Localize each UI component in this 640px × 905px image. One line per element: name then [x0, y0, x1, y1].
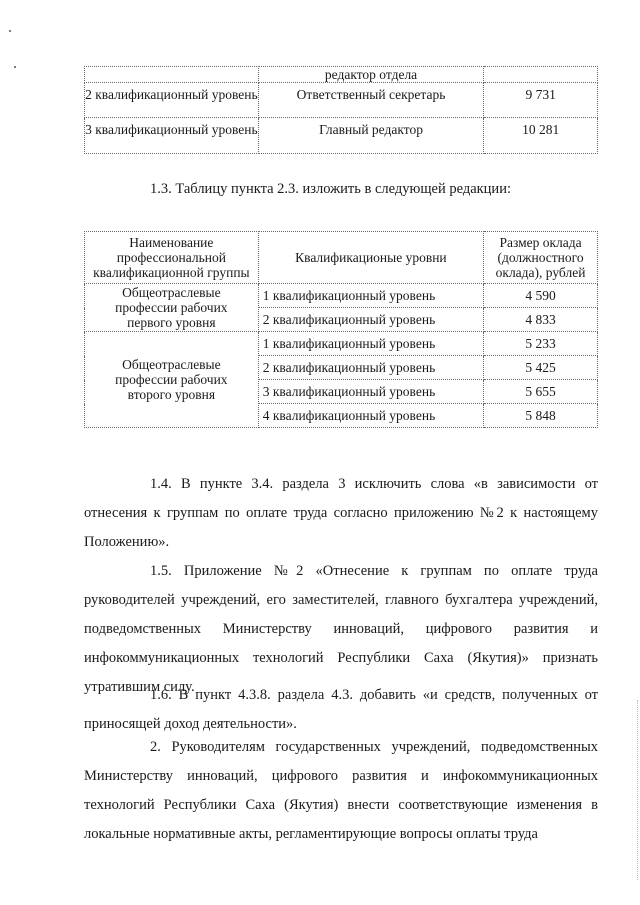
table-cell-level: 4 квалификационный уровень	[258, 404, 483, 428]
table-row	[85, 284, 598, 308]
table-caption: 1.3. Таблицу пункта 2.3. изложить в следующей редакции:	[150, 181, 511, 197]
table-cell-salary: 5 848	[484, 404, 598, 428]
table-cell-salary: 4 833	[484, 308, 598, 332]
table-cell-level: 2 квалификационный уровень	[258, 356, 483, 380]
table-row	[85, 67, 598, 83]
table-cell-level	[85, 67, 259, 83]
table-cell-salary	[484, 67, 598, 83]
table-cell-level: 2 квалификационный уровень	[258, 308, 483, 332]
paragraph-1-4: 1.4. В пункте 3.4. раздела 3 исключить слова «в зависимости от отнесения к группам по оплате труда согласно приложению №2 к настоящему Положению».	[84, 476, 598, 550]
table-cell-salary: 9 731	[484, 83, 598, 118]
table-cell-level: 1 квалификационный уровень	[258, 284, 483, 308]
scan-edge	[636, 700, 638, 880]
table-row	[85, 332, 598, 356]
table-cell-salary: 5 425	[484, 356, 598, 380]
table-cell-level: 3 квалификационный уровень	[258, 380, 483, 404]
scan-speck	[14, 66, 16, 68]
scan-speck	[9, 30, 11, 32]
table-row	[85, 118, 598, 154]
table-cell-level: 2 квалификационный уровень	[85, 83, 259, 118]
paragraph-1-6: 1.6. В пункт 4.3.8. раздела 4.3. добавить «и средств, полученных от приносящей доход деятельности».	[84, 687, 598, 732]
group-name: Общеотраслевые профессии рабочих первого уровня	[85, 284, 259, 332]
header-levels: Квалификационые уровни	[258, 232, 483, 284]
table-row	[85, 83, 598, 118]
table-cell-level: 3 квалификационный уровень	[85, 118, 259, 154]
salary-table	[84, 231, 598, 428]
header-group: Наименование профессиональной квалификационной группы	[85, 232, 259, 284]
table-cell-position: редактор отдела	[258, 67, 484, 83]
group-name: Общеотраслевые профессии рабочих второго уровня	[85, 332, 259, 428]
table-cell-salary: 10 281	[484, 118, 598, 154]
paragraph-1-5: 1.5. Приложение №2 «Отнесение к группам по оплате труда руководителей учреждений, его заместителей, главного бухгалтера учреждений, подведомственных Министерству инноваций, цифрового развития и инфокоммуникационных технологий Республики Саха (Якутия)» признать утратившим силу.	[84, 563, 598, 695]
table-cell-salary: 5 655	[484, 380, 598, 404]
table-cell-level: 1 квалификационный уровень	[258, 332, 483, 356]
header-salary: Размер оклада (должностного оклада), рублей	[484, 232, 598, 284]
table-cell-salary: 5 233	[484, 332, 598, 356]
table-cell-position: Ответственный секретарь	[258, 83, 484, 118]
table-cell-salary: 4 590	[484, 284, 598, 308]
paragraph-2: 2. Руководителям государственных учреждений, подведомственных Министерству инноваций, цифрового развития и инфокоммуникационных технологий Республики Саха (Якутия) внести соответствующие изменения в локальные нормативные акты, регламентирующие вопросы оплаты труда	[84, 739, 598, 842]
salary-table-continued	[84, 66, 598, 154]
table-header-row	[85, 232, 598, 284]
table-cell-position: Главный редактор	[258, 118, 484, 154]
